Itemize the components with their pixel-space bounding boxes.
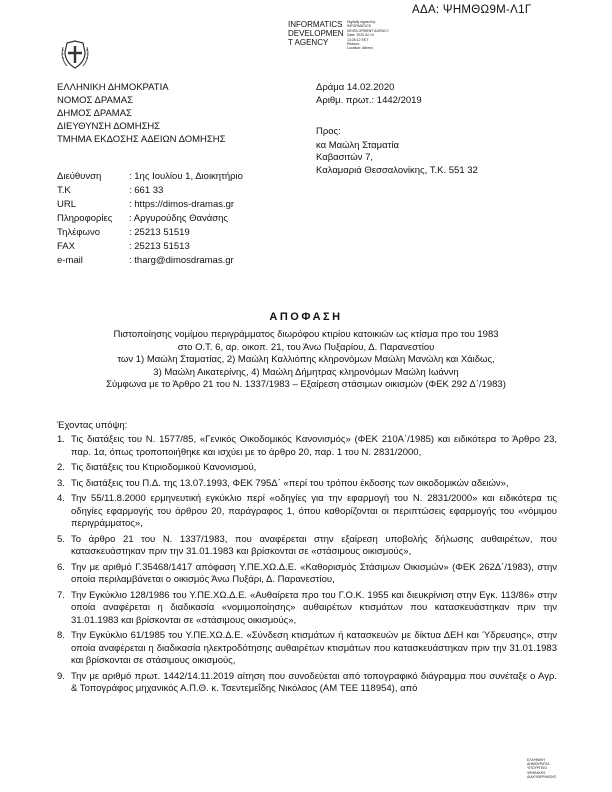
- recipient-block: [316, 126, 478, 177]
- list-item: 7. Την Εγκύκλιο 128/1986 του Υ.ΠΕ.ΧΩ.Δ.Ε. «Αυθαίρετα προ του Γ.Ο.Κ. 1955 και διευκρίνιση στην Εγκ. 113/86» στην οποία αναφέρεται η διαδικασία «νομιμοποίησης» αυθαιρέτων κτισμάτων που κατασκευάστηκαν πριν την 31.01.1983 και βρίσκονται σε «στάσιμους οικισμούς»,: [57, 589, 557, 626]
- list-item: 9. Την με αριθμό πρωτ. 1442/14.11.2019 αίτηση που συνοδεύεται από τοπογραφικό διάγραμμα που συνέταξε ο Αγρ. & Τοπογράφος μηχανικός Α.Π.Θ. κ. Τσεντεμεΐδης Νικόλαος (ΑΜ ΤΕΕ 118954), από: [57, 670, 557, 694]
- list-item: 4. Την 55/11.8.2000 ερμηνευτική εγκύκλιο περί «οδηγίες για την εφαρμογή του Ν. 2831/2000» και ειδικότερα τις οδηγίες εφαρμογής του άρθρου 20, παράγραφος 1, όπου καθορίζονται οι περιπτώσεις εφαρμογής του «νόμιμου περιγράμματος»,: [57, 493, 557, 529]
- list-item: 6. Την με αριθμό Γ.35468/1417 απόφαση Υ.ΠΕ.ΧΩ.Δ.Ε. «Καθορισμός Στάσιμων Οικισμών» (ΦΕΚ 262Δ΄/1983), στην οποία περιλαμβάνεται ο οικισμός Άνω Πυξάρι, Δ. Παρανεστίου,: [57, 561, 557, 585]
- considerations-list: [57, 434, 557, 699]
- email-link[interactable]: : tharg@dimosdramas.gr: [129, 255, 234, 266]
- footer-stamp: ΕΛΛΗΝΙΚΗ ΔΗΜΟΚΡΑΤΙΑ ΥΠΟΥΡΓΕΙΟ ΨΗΦΙΑΚΗΣ ΔΙΑΚΥΒΕΡΝΗΣΗΣ: [527, 758, 557, 779]
- protocol-number: Αριθμ. πρωτ.: 1442/2019: [316, 95, 422, 106]
- list-item: 5. Το άρθρο 21 του Ν. 1337/1983, που αναφέρεται στην εξαίρεση υποβολής δήλωσης αυθαιρέτων, που κατασκευάστηκαν πριν την 31.01.1983 και βρίσκονται σε «στάσιμους οικισμούς»,: [57, 533, 557, 557]
- document-date: Δράμα 14.02.2020: [316, 82, 395, 93]
- contact-row: FAX : 25213 51513: [57, 241, 190, 252]
- signature-org-name: INFORMATICS DEVELOPMEN T AGENCY: [288, 20, 344, 47]
- contact-row: e-mail : tharg@dimosdramas.gr: [57, 255, 234, 266]
- recipient-line: κα Μαώλη Σταματία: [316, 139, 399, 151]
- issuer-header: [57, 81, 226, 146]
- list-item: 8. Την Εγκύκλιο 61/1985 του Υ.ΠΕ.ΧΩ.Δ.Ε. «Σύνδεση κτισμάτων ή κατασκευών με δίκτυα ΔΕΗ και Ύδρευσης», στην οποία αναφέρεται η διαδικασία ηλεκτροδότησης αυθαιρέτων κτισμάτων που κατασκευάστηκαν πριν την 31.01.1983 και βρίσκονται σε στάσιμους οικισμούς,: [57, 630, 557, 666]
- list-item: 2. Τις διατάξεις του Κτιριοδομικού Κανονισμού,: [57, 462, 257, 473]
- list-item: 3. Τις διατάξεις του Π.Δ. της 13.07.1993, ΦΕΚ 795Δ΄ «περί του τρόπου έκδοσης των οικοδομικών αδειών»,: [57, 477, 509, 489]
- coat-of-arms-icon: [57, 38, 93, 74]
- header-line: ΤΜΗΜΑ ΕΚΔΟΣΗΣ ΑΔΕΙΩΝ ΔΟΜΗΣΗΣ: [57, 134, 226, 145]
- header-line: ΝΟΜΟΣ ΔΡΑΜΑΣ: [57, 95, 133, 106]
- header-line: ΕΛΛΗΝΙΚΗ ΔΗΜΟΚΡΑΤΙΑ: [57, 82, 169, 93]
- contact-row: Διεύθυνση : 1ης Ιουλίου 1, Διοικητήριο: [57, 171, 243, 182]
- contact-details: [57, 170, 243, 268]
- recipient-line: Καβασιτών 7,: [316, 152, 373, 163]
- considerations-heading: Έχοντας υπόψη:: [57, 420, 128, 431]
- header-line: ΔΙΕΥΘΥΝΣΗ ΔΟΜΗΣΗΣ: [57, 121, 161, 132]
- recipient-label: Προς:: [316, 126, 341, 137]
- document-title: ΑΠΟΦΑΣΗ: [269, 311, 343, 323]
- list-item: 1. Τις διατάξεις του Ν. 1577/85, «Γενικός Οικοδομικός Κανονισμός» (ΦΕΚ 210Α΄/1985) και ειδικότερα το Άρθρο 23, παρ. 1α, όπως τροποποιήθηκε και ισχύει με το άρθρο 20, παρ. 1 του Ν. 2831/2000,: [57, 434, 557, 458]
- decision-subject: Πιστοποίησης νομίμου περιγράμματος διωρόφου κτιρίου κατοικιών ως κτίσμα προ του 1983 στο Ο.Τ. 6, αρ. οικοπ. 21, του Άνω Πυξαρίου, Δ. Παρανεστίου των 1) Μαώλη Σταματίας, 2) Μαώλη Καλλιόπης κληρονόμων Μαώλη Μανώλη και Χάιδως, 3) Μαώλη Αικατερίνης, 4) Μαώλη Δήμητρας κληρονόμων Μαώλη Ιωάννη Σύμφωνα με το Άρθρο 21 του Ν. 1337/1983 – Εξαίρεση στάσιμων οικισμών (ΦΕΚ 292 Δ΄/1983): [106, 329, 506, 390]
- website-link[interactable]: : https://dimos-dramas.gr: [129, 199, 235, 210]
- digital-signature-block: Digitally signed by INFORMATICS DEVELOPMENT AGENCY Date: 2020.02.14 13:25:12 EET Reason: Location: Athens: [347, 20, 389, 51]
- contact-row: Τ.Κ : 661 33: [57, 185, 164, 196]
- contact-row: Τηλέφωνο : 25213 51519: [57, 227, 190, 238]
- document-meta: [316, 81, 422, 107]
- ada-code: ΑΔΑ: ΨΗΜΘΩ9Μ-Λ1Γ: [412, 4, 532, 16]
- contact-row: URL : https://dimos-dramas.gr: [57, 199, 235, 210]
- recipient-line: Καλαμαριά Θεσσαλονίκης, Τ.Κ. 551 32: [316, 164, 478, 176]
- header-line: ΔΗΜΟΣ ΔΡΑΜΑΣ: [57, 108, 132, 119]
- contact-row: Πληροφορίες : Αργυρούδης Θανάσης: [57, 213, 228, 224]
